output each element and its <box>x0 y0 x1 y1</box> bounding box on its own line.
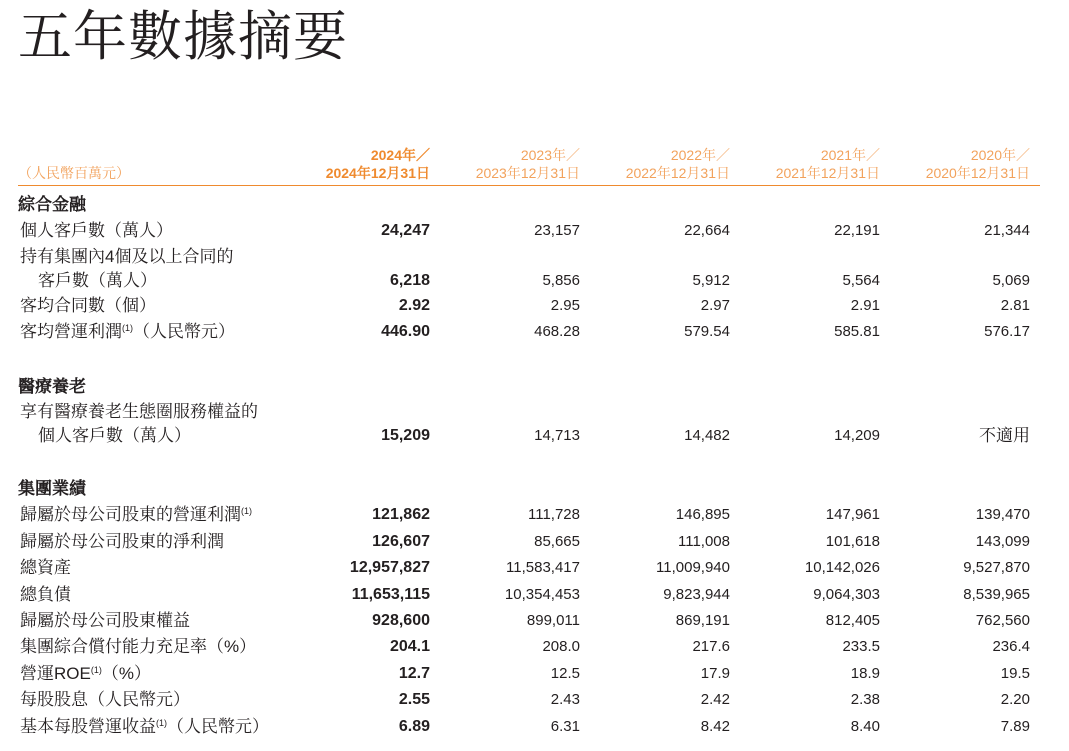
value-cell: 446.90 <box>381 323 430 341</box>
row-label <box>18 582 280 608</box>
table-row <box>18 218 1040 244</box>
table-body <box>18 192 1040 740</box>
row-label-text: 歸屬於母公司股東的營運利潤 <box>20 505 241 525</box>
table-header <box>18 146 1040 186</box>
column-header <box>580 146 730 185</box>
value-cell: 15,209 <box>381 427 430 445</box>
row-label <box>18 661 280 687</box>
page-title: 五年數據摘要 <box>18 7 348 67</box>
row-label <box>18 608 280 634</box>
value-cell: 147,961 <box>825 506 880 524</box>
table-row <box>18 582 1040 608</box>
column-header-date: 2022年12月31日 <box>625 165 730 181</box>
row-label-text: 歸屬於母公司股東的淨利潤 <box>20 531 224 551</box>
row-label <box>18 319 280 345</box>
section-heading: 醫療養老 <box>18 376 86 396</box>
value-cell: 204.1 <box>389 638 430 656</box>
table-row <box>18 245 1040 293</box>
row-label <box>18 293 280 319</box>
footnote-marker: (1) <box>122 323 133 334</box>
row-label-suffix: （人民幣元） <box>167 716 269 736</box>
value-cell: 9,527,870 <box>963 559 1030 577</box>
row-label-line <box>20 319 280 345</box>
row-label-text: 總資產 <box>20 558 71 578</box>
value-cell: 5,856 <box>542 271 580 289</box>
row-label-line <box>20 555 280 581</box>
value-cell: 12.5 <box>550 664 580 682</box>
row-label-text: 每股股息（人民幣元） <box>20 690 190 710</box>
footnote-marker: (1) <box>241 506 252 517</box>
row-label-line <box>20 245 280 269</box>
value-cell: 2.43 <box>550 691 580 709</box>
table-row <box>18 529 1040 555</box>
row-label-line <box>20 661 280 687</box>
column-header-date: 2024年12月31日 <box>325 165 430 181</box>
value-cell: 2.42 <box>700 691 730 709</box>
value-cell: 5,912 <box>692 271 730 289</box>
table-section <box>18 192 1040 346</box>
value-cell: 23,157 <box>534 222 580 240</box>
value-cell: 585.81 <box>834 323 880 341</box>
value-cell: 5,069 <box>992 271 1030 289</box>
row-label-text: 享有醫療養老生態圈服務權益的 <box>20 402 258 422</box>
row-label-line: 客戶數（萬人） <box>38 270 157 290</box>
value-cell: 2.95 <box>550 296 580 314</box>
value-cell: 146,895 <box>675 506 730 524</box>
value-cell: 9,823,944 <box>663 585 730 603</box>
value-cell: 11,653,115 <box>351 585 430 603</box>
value-cell: 11,009,940 <box>656 559 730 577</box>
value-cell: 869,191 <box>675 612 730 630</box>
footnote-marker: (1) <box>156 717 167 728</box>
value-cell: 10,354,453 <box>504 585 580 603</box>
value-cell: 2.92 <box>398 296 430 314</box>
column-header-date: 2023年12月31日 <box>475 165 580 181</box>
value-cell: 2.91 <box>850 296 880 314</box>
value-cell: 762,560 <box>975 612 1030 630</box>
row-label-line <box>20 714 280 740</box>
value-cell: 101,618 <box>825 532 880 550</box>
column-header-year: 2023年／ <box>520 147 580 163</box>
section-heading: 綜合金融 <box>18 195 86 214</box>
value-cell: 812,405 <box>825 612 880 630</box>
row-label <box>18 529 280 555</box>
value-cell: 6.31 <box>550 717 580 735</box>
column-header-year: 2021年／ <box>820 147 880 163</box>
row-label <box>18 687 280 713</box>
table-row <box>18 714 1040 740</box>
value-cell: 208.0 <box>542 638 580 656</box>
value-cell: 2.55 <box>398 691 430 709</box>
value-cell: 2.20 <box>1000 691 1030 709</box>
column-header-date: 2020年12月31日 <box>925 165 1030 181</box>
value-cell: 6.89 <box>398 717 430 735</box>
row-label-text: 營運ROE <box>20 663 91 683</box>
row-label-text: 客均營運利潤 <box>20 322 122 342</box>
value-cell: 19.5 <box>1000 664 1030 682</box>
value-cell: 2.81 <box>1000 296 1030 314</box>
column-header <box>880 146 1030 185</box>
column-header-year: 2024年／ <box>370 147 430 163</box>
row-label <box>18 555 280 581</box>
table-row <box>18 634 1040 660</box>
value-cell: 11,583,417 <box>506 559 580 577</box>
value-cell: 2.38 <box>850 691 880 709</box>
value-cell: 143,099 <box>975 532 1030 550</box>
value-cell: 14,713 <box>534 427 580 445</box>
table-row <box>18 555 1040 581</box>
table-row <box>18 502 1040 528</box>
value-cell: 8,539,965 <box>963 585 1030 603</box>
five-year-summary-table <box>18 146 1040 740</box>
row-label-line <box>20 634 280 660</box>
row-label-line <box>20 608 280 634</box>
row-label-text: 個人客戶數（萬人） <box>20 221 173 241</box>
footnote-marker: (1) <box>90 664 102 675</box>
table-section <box>18 374 1040 448</box>
column-header <box>430 146 580 185</box>
row-label-text: 持有集團內4個及以上合同的 <box>20 246 234 266</box>
value-cell: 12.7 <box>398 664 430 682</box>
row-label-line <box>20 529 280 555</box>
value-cell: 576.17 <box>984 323 1030 341</box>
row-label-text: 客均合同數（個） <box>20 295 156 315</box>
table-section <box>18 476 1040 740</box>
value-cell: 8.40 <box>850 717 880 735</box>
row-label-line: 個人客戶數（萬人） <box>38 426 191 446</box>
row-label <box>18 400 280 448</box>
table-row <box>18 687 1040 713</box>
value-cell: 236.4 <box>992 638 1030 656</box>
value-cell: 579.54 <box>684 323 730 341</box>
row-label-suffix: （人民幣元） <box>133 322 235 342</box>
value-cell: 468.28 <box>534 323 580 341</box>
value-cell: 7.89 <box>1000 717 1030 735</box>
value-cell: 9,064,303 <box>813 585 880 603</box>
row-label <box>18 714 280 740</box>
row-label-suffix: （%） <box>101 663 151 683</box>
value-cell: 10,142,026 <box>804 559 880 577</box>
table-row <box>18 293 1040 319</box>
value-cell: 17.9 <box>700 664 730 682</box>
column-header-year: 2022年／ <box>670 147 730 163</box>
table-row <box>18 661 1040 687</box>
row-label-line <box>20 400 280 424</box>
value-cell: 111,008 <box>678 532 730 550</box>
value-cell: 14,209 <box>834 427 880 445</box>
value-cell: 14,482 <box>684 427 730 445</box>
table-row <box>18 400 1040 448</box>
row-label <box>18 634 280 660</box>
row-label-text: 歸屬於母公司股東權益 <box>20 611 190 631</box>
value-cell: 18.9 <box>850 664 880 682</box>
value-cell: 899,011 <box>526 612 580 630</box>
value-cell: 22,664 <box>684 222 730 240</box>
table-row <box>18 319 1040 345</box>
value-cell: 217.6 <box>692 638 730 656</box>
value-cell: 21,344 <box>984 222 1030 240</box>
value-cell: 6,218 <box>389 271 430 289</box>
value-cell: 233.5 <box>842 638 880 656</box>
column-header <box>280 146 430 185</box>
value-cell: 121,862 <box>372 506 430 524</box>
row-label <box>18 218 280 244</box>
row-label <box>18 502 280 528</box>
row-label-line <box>20 687 280 713</box>
unit-label: （人民幣百萬元） <box>18 165 130 181</box>
section-heading: 集團業績 <box>18 479 86 499</box>
value-cell: 139,470 <box>975 506 1030 524</box>
column-header-date: 2021年12月31日 <box>775 165 880 181</box>
row-label-line <box>20 293 280 319</box>
table-row <box>18 608 1040 634</box>
row-label <box>18 245 280 293</box>
column-header <box>730 146 880 185</box>
value-cell: 111,728 <box>528 506 580 524</box>
value-cell: 2.97 <box>700 296 730 314</box>
row-label-line <box>20 218 280 244</box>
column-header-year: 2020年／ <box>970 147 1030 163</box>
row-label-text: 總負債 <box>20 584 71 604</box>
value-cell: 8.42 <box>700 717 730 735</box>
value-cell: 24,247 <box>381 222 430 240</box>
row-label-text: 集團綜合償付能力充足率（%） <box>20 637 257 657</box>
value-cell: 85,665 <box>534 532 580 550</box>
value-cell: 126,607 <box>372 532 430 550</box>
row-label-line <box>20 502 280 528</box>
value-cell: 不適用 <box>979 426 1030 446</box>
value-cell: 22,191 <box>834 222 880 240</box>
row-label-line <box>20 582 280 608</box>
value-cell: 5,564 <box>842 271 880 289</box>
value-cell: 12,957,827 <box>349 559 430 577</box>
row-label-text: 基本每股營運收益 <box>20 716 156 736</box>
header-spacer <box>1030 146 1040 185</box>
value-cell: 928,600 <box>372 612 430 630</box>
